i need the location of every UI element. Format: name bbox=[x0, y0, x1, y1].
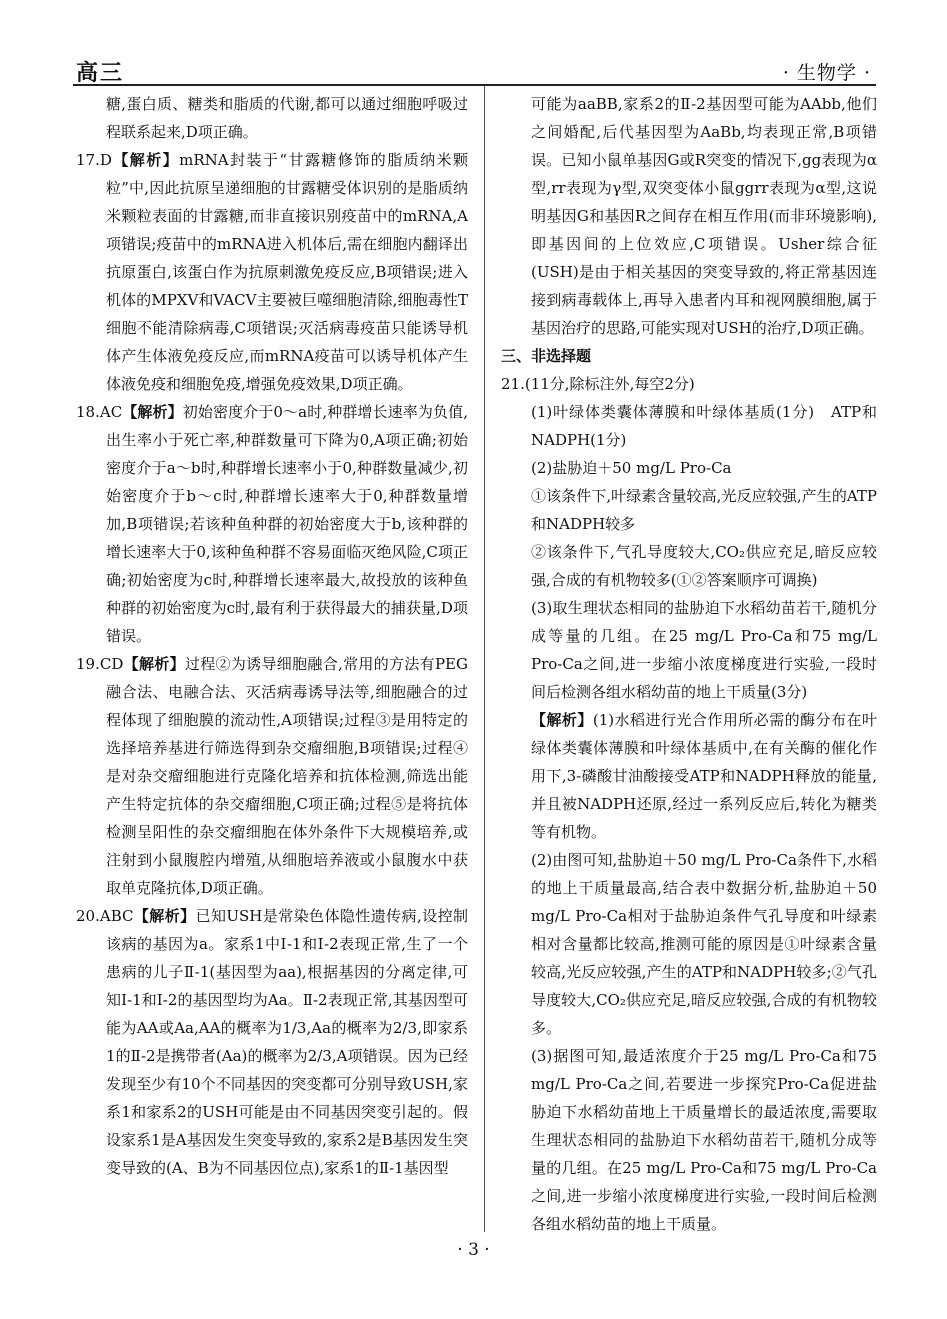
grade-label: 高三 bbox=[76, 60, 125, 86]
analysis-tag: 【解析】 bbox=[133, 907, 196, 925]
analysis-tag: 【解析】 bbox=[122, 403, 183, 421]
answer-21-part-2: (2)盐胁迫＋50 mg/L Pro-Ca bbox=[531, 459, 732, 477]
analysis-tag: 【解析】 bbox=[111, 151, 180, 169]
left-column bbox=[76, 90, 468, 1182]
answer-text: 已知USH是常染色体隐性遗传病,设控制该病的基因为a。家系1中Ⅰ-1和Ⅰ-2表现正常,生了一个患病的儿子Ⅱ-1(基因型为aa),根据基因的分离定律,可知Ⅰ-1和Ⅰ-2的基因型均为Aa。Ⅱ-2表现正常,其基因型可能为AA或Aa,AA的概率为1/3,Aa的概率为2/3,即家系1的Ⅱ-2是携带者(Aa)的概率为2/3,A项错误。因为已经发现至少有10个不同基因的突变都可分别导致USH,家系1和家系2的USH可能是由不同基因突变引起的。假设家系1是A基因发生突变导致的,家系2是B基因发生突变导致的(A、B为不同基因位点),家系1的Ⅱ-1基因型 bbox=[106, 907, 468, 1177]
section-heading: 三、非选择题 bbox=[501, 347, 592, 365]
answer-17 bbox=[76, 146, 468, 398]
page-number: · 3 · bbox=[457, 1240, 490, 1260]
analysis-21-part-2: (2)由图可知,盐胁迫＋50 mg/L Pro-Ca条件下,水稻的地上干质量最高,结合表中数据分析,盐胁迫＋50 mg/L Pro-Ca相对于盐胁迫条件气孔导度和叶绿素相对含量都比较高,推测可能的原因是①叶绿素含量较高,光反应较强,产生的ATP和NADPH较多;②气孔导度较大,CO₂供应充足,暗反应较强,合成的有机物较多。 bbox=[531, 851, 877, 1037]
question-21-heading: 21.(11分,除标注外,每空2分) bbox=[501, 375, 695, 393]
right-column bbox=[501, 90, 877, 1238]
question-number: 20.ABC bbox=[76, 907, 134, 925]
answer-text: 过程②为诱导细胞融合,常用的方法有PEG融合法、电融合法、灭活病毒诱导法等,细胞融合的过程体现了细胞膜的流动性,A项错误;过程③是用特定的选择培养基进行筛选得到杂交瘤细胞,B项错误;过程④是对杂交瘤细胞进行克隆化培养和抗体检测,筛选出能产生特定抗体的杂交瘤细胞,C项正确;过程⑤是将抗体检测呈阳性的杂交瘤细胞在体外条件下大规模培养,或注射到小鼠腹腔内增殖,从细胞培养液或小鼠腹水中获取单克隆抗体,D项正确。 bbox=[106, 655, 468, 897]
question-number: 19.CD bbox=[76, 655, 124, 673]
analysis-text: (1)水稻进行光合作用所必需的酶分布在叶绿体类囊体薄膜和叶绿体基质中,在有关酶的催化作用下,3-磷酸甘油酸接受ATP和NADPH释放的能量,并且被NADPH还原,经过一系列反应后,转化为糖类等有机物。 bbox=[531, 711, 877, 841]
analysis-tag: 【解析】 bbox=[531, 711, 593, 729]
question-number: 17.D bbox=[76, 151, 112, 169]
analysis-21-part-3: (3)据图可知,最适浓度介于25 mg/L Pro-Ca和75 mg/L Pro-Ca之间,若要进一步探究Pro-Ca促进盐胁迫下水稻幼苗地上干质量增长的最适浓度,需要取生理状态相同的盐胁迫下水稻幼苗若干,随机分成等量的几组。在25 mg/L Pro-Ca和75 mg/L Pro-Ca之间,进一步缩小浓度梯度进行实验,一段时间后检测各组水稻幼苗的地上干质量。 bbox=[531, 1047, 877, 1233]
continued-paragraph: 可能为aaBB,家系2的Ⅱ-2基因型可能为AAbb,他们之间婚配,后代基因型为AaBb,均表现正常,B项错误。已知小鼠单基因G或R突变的情况下,gg表现为α型,rr表现为γ型,双突变体小鼠ggrr表现为α型,这说明基因G和基因R之间存在相互作用(而非环境影响),即基因间的上位效应,C项错误。Usher综合征(USH)是由于相关基因的突变导致的,将正常基因连接到病毒载体上,再导入患者内耳和视网膜细胞,属于基因治疗的思路,可能实现对USH的治疗,D项正确。 bbox=[531, 95, 877, 337]
answer-19 bbox=[76, 650, 468, 902]
column-divider bbox=[484, 86, 485, 1232]
answer-text: 初始密度介于0～a时,种群增长速率为负值,出生率小于死亡率,种群数量可下降为0,A项正确;初始密度介于a～b时,种群增长速率小于0,种群数量减少,初始密度介于b～c时,种群增长速率大于0,种群数量增加,B项错误;若该种鱼种群的初始密度大于b,该种群的增长速率大于0,该种鱼种群不容易面临灭绝风险,C项正确;初始密度为c时,种群增长速率最大,故投放的该种鱼种群的初始密度为c时,最有利于获得最大的捕获量,D项错误。 bbox=[106, 403, 468, 645]
answer-21-part-1: (1)叶绿体类囊体薄膜和叶绿体基质(1分) ATP和NADPH(1分) bbox=[531, 403, 877, 449]
subject-label: · 生物学 · bbox=[782, 62, 871, 84]
question-number: 18.AC bbox=[76, 403, 123, 421]
answer-21-part-2-reason-1: ①该条件下,叶绿素含量较高,光反应较强,产生的ATP和NADPH较多 bbox=[531, 487, 877, 533]
answer-text: mRNA封装于“甘露糖修饰的脂质纳米颗粒”中,因此抗原呈递细胞的甘露糖受体识别的是脂质纳米颗粒表面的甘露糖,而非直接识别疫苗中的mRNA,A项错误;疫苗中的mRNA进入机体后,需在细胞内翻译出抗原蛋白,该蛋白作为抗原刺激免疫反应,B项错误;进入机体的MPXV和VACV主要被巨噬细胞清除,细胞毒性T细胞不能清除病毒,C项错误;灭活病毒疫苗只能诱导机体产生体液免疫反应,而mRNA疫苗可以诱导机体产生体液免疫和细胞免疫,增强免疫效果,D项正确。 bbox=[106, 151, 468, 393]
header-rule bbox=[73, 84, 876, 86]
analysis-tag: 【解析】 bbox=[123, 655, 185, 673]
answer-21-part-3: (3)取生理状态相同的盐胁迫下水稻幼苗若干,随机分成等量的几组。在25 mg/L Pro-Ca和75 mg/L Pro-Ca之间,进一步缩小浓度梯度进行实验,一段时间后检测各组水稻幼苗的地上干质量(3分) bbox=[531, 599, 877, 701]
continued-paragraph: 糖,蛋白质、糖类和脂质的代谢,都可以通过细胞呼吸过程联系起来,D项正确。 bbox=[106, 95, 468, 141]
analysis-21-part-1 bbox=[501, 706, 877, 846]
answer-20 bbox=[76, 902, 468, 1182]
answer-21-part-2-reason-2: ②该条件下,气孔导度较大,CO₂供应充足,暗反应较强,合成的有机物较多(①②答案顺序可调换) bbox=[531, 543, 877, 589]
answer-18 bbox=[76, 398, 468, 650]
